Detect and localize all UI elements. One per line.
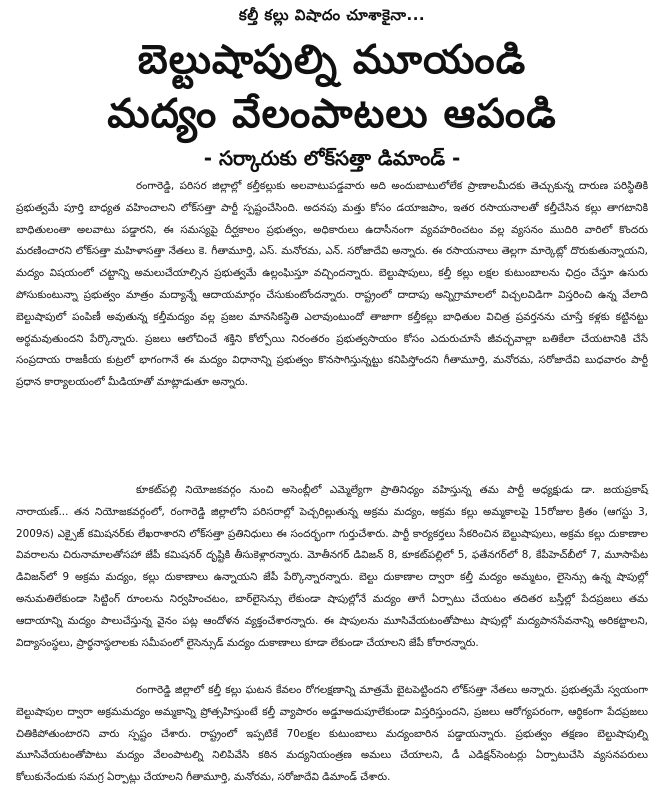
subheadline: - సర్కారుకు లోక్‌సత్తా డిమాండ్ - <box>203 146 461 170</box>
kicker-line: కల్తీ కల్లు విషాదం చూశాకైనా... <box>238 6 426 24</box>
headline-line-2: మద్యం వేలంపాటలు ఆపండి <box>107 90 557 137</box>
headline-line-1: బెల్టుషాపుల్ని మూయండి <box>137 36 527 83</box>
article-paragraph-2 <box>16 480 648 654</box>
paragraph-text: రంగారెడ్డి జిల్లాలో కల్తీ కల్లు ఘటన కేవలం రోగలక్షణాన్ని మాత్రమే బైటపెట్టిందని లోక్‌సత్తా నేతలు అన్నారు. ప్రభుత్వమే స్వయంగా బెల్టుషాపుల ద్వారా అక్రమమద్యం అమ్మకాన్ని ప్రోత్సహిస్తుంటే కల్తీ వ్యాపారం అడ్డూఅదుపూలేకుండా విస్తరిస్తుందని, ప్రజలు ఆరోగ్యపరంగా, ఆర్థికంగా పేదప్రజలు చితికిపోతుంటారని వారు స్పష్టం చేశారు. రాష్ట్రంలో ఇప్పటికే 70లక్షల కుటుంబాలు మద్యంబారిన పడ్డాయన్నారు. ప్రభుత్వం తక్షణం బెల్టుషాపుల్ని మూసివేయటంతోపాటు మద్యం వేలంపాటల్ని నిలిపివేసి కఠిన మద్యనియంత్రణ అమలు చేయాలని, డీ ఎడిక్షన్‌సెంటర్లు ఏర్పాటుచేసి వ్యసనపరులు కోలుకునేందుకు సమగ్ర ఏర్పాట్లు చేయాలని గీతామూర్తి, మనోరమ, సరోజాదేవి డిమాండ్ చేశారు. <box>16 684 648 784</box>
article-paragraph-3 <box>16 680 648 789</box>
paragraph-text: కూకట్‌పల్లి నియోజకవర్గం నుంచి అసెంబ్లీలో ఎమ్మెల్యేగా ప్రాతినిధ్యం వహిస్తున్న తమ పార్టీ అధ్యక్షుడు డా. జయప్రకాష్ నారాయణ్... తన నియోజకవర్గంలో, రంగారెడ్డి జిల్లాలోని పరిసరాల్లో పెచ్చరిల్లుతున్న అక్రమ మద్యం, అక్రమ కల్లు అమ్మకాలపై 15రోజుల క్రితం (ఆగస్టు 3, 2009న) ఎక్సైజ్ కమిషనర్‌కు లేఖరాశారని లోక్‌సత్తా ప్రతినిధులు ఈ సందర్భంగా గుర్తుచేశారు. పార్టీ కార్యకర్తలు సేకరించిన బెల్టుషాపులు, అక్రమ కల్లు దుకాణాల వివరాలను చిరునామాలతోసహా జేపీ కమిషనర్ దృష్టికి తీసుకెళ్లారన్నారు. మోతీనగర్ డివిజన్ 8, కూకట్‌పల్లిలో 5, ఫతేనగర్‌లో 8, కేపీహెచ్‌బీలో 7, మూసాపేట డివిజన్‌లో 9 అక్రమ మద్యం, కల్లు దుకాణాలు ఉన్నాయని జేపీ పేర్కొన్నారన్నారు. బెల్టు దుకాణాల ద్వారా కల్తీ మద్యం అమ్మటం, లైసెన్సు ఉన్న షాపుల్లో అనుమతిలేకుండా సిట్టింగ్ రూంలను నిర్వహించటం, బార్‌లైసెన్సు లేకుండా షాపుల్లోనే మద్యం తాగే ఏర్పాటు చేయటం తదితర బస్తీల్లో పేదప్రజలు తమ ఆదాయాన్ని మద్యం పాలుచేస్తున్న వైనం పట్ల ఆందోళన వ్యక్తంచేశారన్నారు. ఈ షాపులను మూసివేయటంతోపాటు షాపుల్లో మద్యపానసేవనాన్ని అరికట్టాలని, విద్యాసంస్థలు, ప్రార్థనాస్థలాలకు సమీపంలో లైసెన్సుడ్ మద్యం దుకాణాలు కూడా లేకుండా చేయాలని జేపీ కోరారన్నారు. <box>16 484 648 649</box>
article-paragraph-1 <box>16 176 648 394</box>
paragraph-text: రంగారెడ్డి, పరిసర జిల్లాల్లో కల్తీకల్లుకు అలవాటుపడ్డవారు అది అందుబాటులోలేక ప్రాణాలమీదకు తెచ్చుకున్న దారుణ పరిస్థితికి ప్రభుత్వమే పూర్తి బాధ్యత వహించాలని లోక్‌సత్తా పార్టీ స్పష్టంచేసింది. అదనపు మత్తు కోసం డయాజపాం, ఇతర రసాయనాలతో కల్తీచేసిన కల్లు తాగటానికి బాధితులంతా అలవాటు పడ్డారని, ఈ సమస్యపై దీర్ఘకాలం ప్రభుత్వం, అధికారులు ఉదాసీనంగా వ్యవహరించటం వల్ల వ్యసనం ముదిరి వారిలో కొందరు మరణించారని లోక్‌సత్తా మహిళాసత్తా నేతలు కె. గీతామూర్తి, ఎస్. మనోరమ, ఎన్. సరోజాదేవి అన్నారు. ఈ రసాయనాలు తెల్లగా మార్కెట్లో దొరుకుతున్నాయని, మద్యం విషయంలో చట్టాన్ని అమలుచేయాల్సిన ప్రభుత్వమే ఉల్లంఘిస్తూ వచ్చిందన్నారు. బెల్టుషాపులు, కల్తీ కల్లు లక్షల కుటుంబాలను ఛిద్రం చేస్తూ ఉసురు పోసుకుంటున్నా ప్రభుత్వం మాత్రం మద్యాన్నే ఆదాయమార్గం చేసుకుంటోందన్నారు. రాష్ట్రంలో దాదాపు అన్నిగ్రామాలలో విచ్చలవిడిగా విస్తరించి ఉన్న వేలాది బెల్టుషాపులో పంపిణీ అవుతున్న కల్తీమద్యం వల్ల ప్రజల మానసికస్థితి ఎలావుంటుందో తాజాగా కల్తీకల్లు బాధితుల విచిత్ర ప్రవర్తనను చూస్తే కళ్లకు కట్టినట్టు అర్థమవుతుందని పేర్కొన్నారు. ప్రజలు ఆలోచించే శక్తిని కోల్పోయి నిరంతరం ప్రభుత్వసాయం కోసం ఎదురుచూసే జీవచ్ఛవాల్లా బతికేలా చేయటానికి చేసే సంప్రదాయ రాజకీయ కుట్రలో భాగంగానే ఈ మద్యం విధానాన్ని ప్రభుత్వం కొనసాగిస్తున్నట్టు కనిపిస్తోందని గీతామూర్తి, మనోరమ, సరోజాదేవి బుధవారం పార్టీ ప్రధాన కార్యాలయంలో మీడియాతో మాట్లాడుతూ అన్నారు. <box>16 180 648 389</box>
